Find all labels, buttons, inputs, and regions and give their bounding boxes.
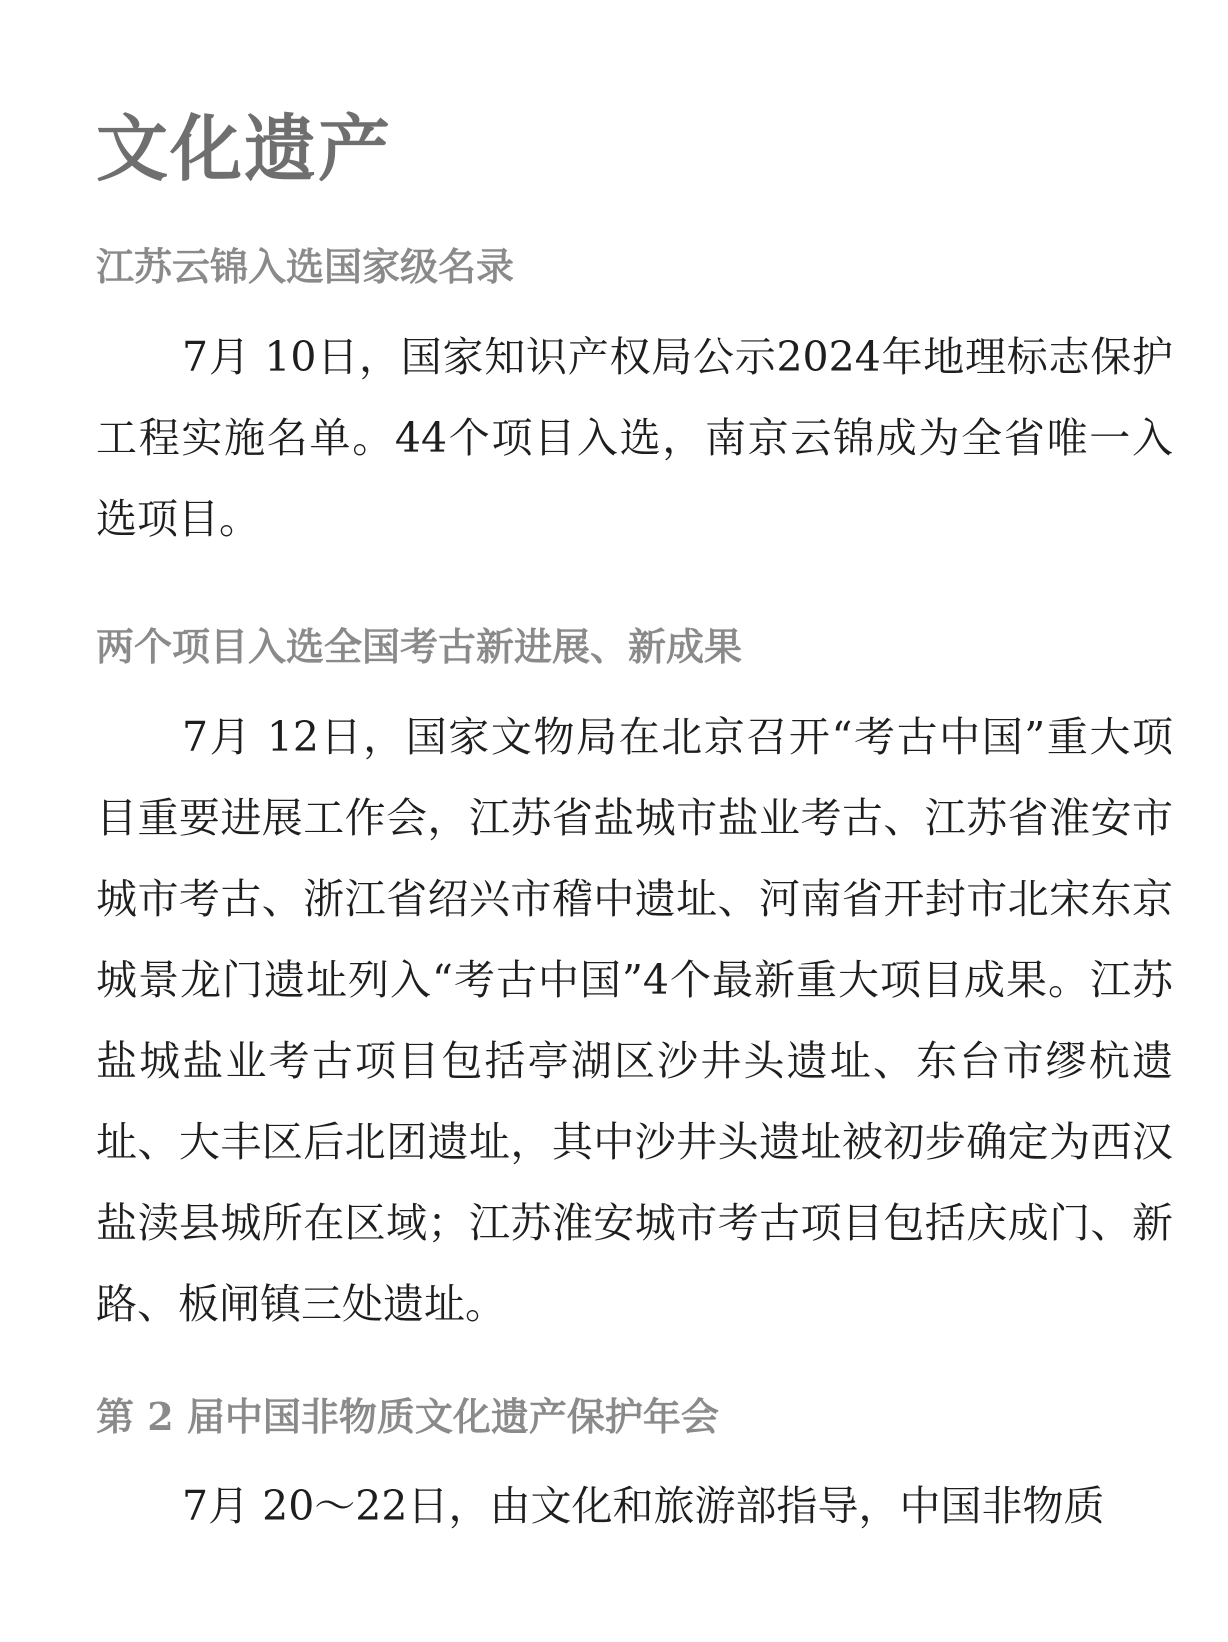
- article-heading: 两个项目入选全国考古新进展、新成果: [96, 624, 743, 669]
- article-heading: 第 2 届中国非物质文化遗产保护年会: [96, 1394, 719, 1439]
- article-body: 7月 12日，国家文物局在北京召开“考古中国”重大项目重要进展工作会，江苏省盐城市盐业考古、江苏省淮安市城市考古、浙江省绍兴市稽中遗址、河南省开封市北宋东京城景龙门遗址列入“考古中国”4个最新重大项目成果。江苏盐城盐业考古项目包括亭湖区沙井头遗址、东台市缪杭遗址、大丰区后北团遗址，其中沙井头遗址被初步确定为西汉盐渎县城所在区域；江苏淮安城市考古项目包括庆成门、新路、板闸镇三处遗址。: [96, 713, 1173, 1328]
- article-body: 7月 10日，国家知识产权局公示2024年地理标志保护工程实施名单。44个项目入选，南京云锦成为全省唯一入选项目。: [96, 333, 1173, 543]
- article-heading: 江苏云锦入选国家级名录: [96, 244, 515, 289]
- article-body: 7月 20～22日，由文化和旅游部指导，中国非物质: [182, 1482, 1105, 1530]
- section-title: 文化遗产: [96, 107, 393, 191]
